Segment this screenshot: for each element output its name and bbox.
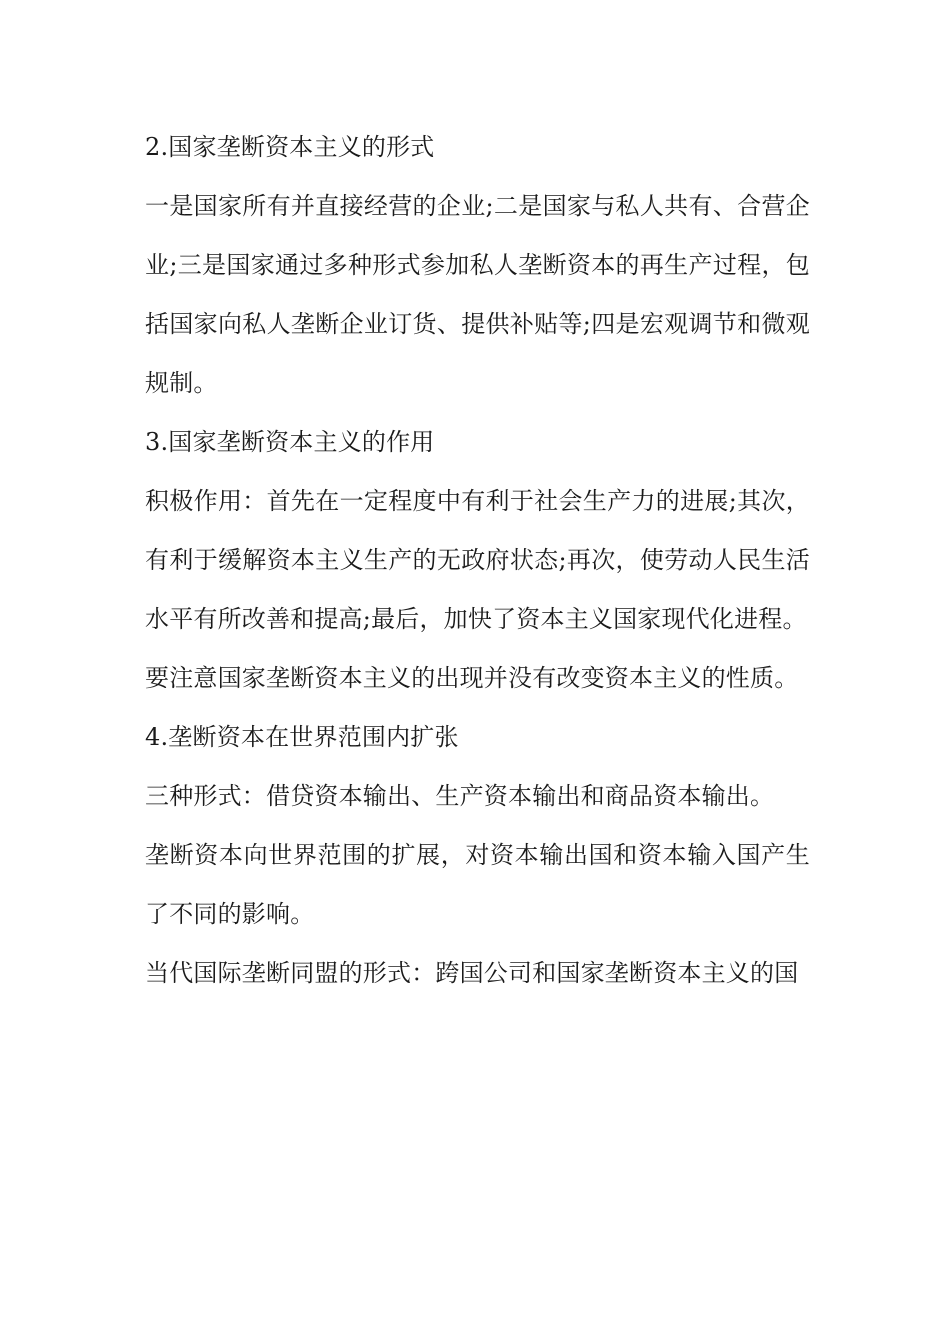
- document-body: [145, 118, 810, 1003]
- section-heading-3: 3.国家垄断资本主义的作用: [145, 428, 435, 456]
- section-2-paragraph-1: 一是国家所有并直接经营的企业;二是国家与私人共有、合营企业;三是国家通过多种形式参加私人垄断资本的再生产过程，包括国家向私人垄断企业订货、提供补贴等;四是宏观调节和微观规制。: [145, 192, 810, 397]
- section-3-paragraph-2: 要注意国家垄断资本主义的出现并没有改变资本主义的性质。: [145, 664, 799, 692]
- section-3-paragraph-1: 积极作用：首先在一定程度中有利于社会生产力的进展;其次，有利于缓解资本主义生产的无政府状态;再次，使劳动人民生活水平有所改善和提高;最后，加快了资本主义国家现代化进程。: [145, 487, 810, 633]
- section-heading-4: 4.垄断资本在世界范围内扩张: [145, 723, 459, 751]
- section-4-paragraph-2: 垄断资本向世界范围的扩展，对资本输出国和资本输入国产生了不同的影响。: [145, 841, 810, 928]
- section-heading-2: 2.国家垄断资本主义的形式: [145, 133, 435, 161]
- section-4-paragraph-1: 三种形式：借贷资本输出、生产资本输出和商品资本输出。: [145, 782, 775, 810]
- section-4-paragraph-3: 当代国际垄断同盟的形式：跨国公司和国家垄断资本主义的国: [145, 959, 799, 987]
